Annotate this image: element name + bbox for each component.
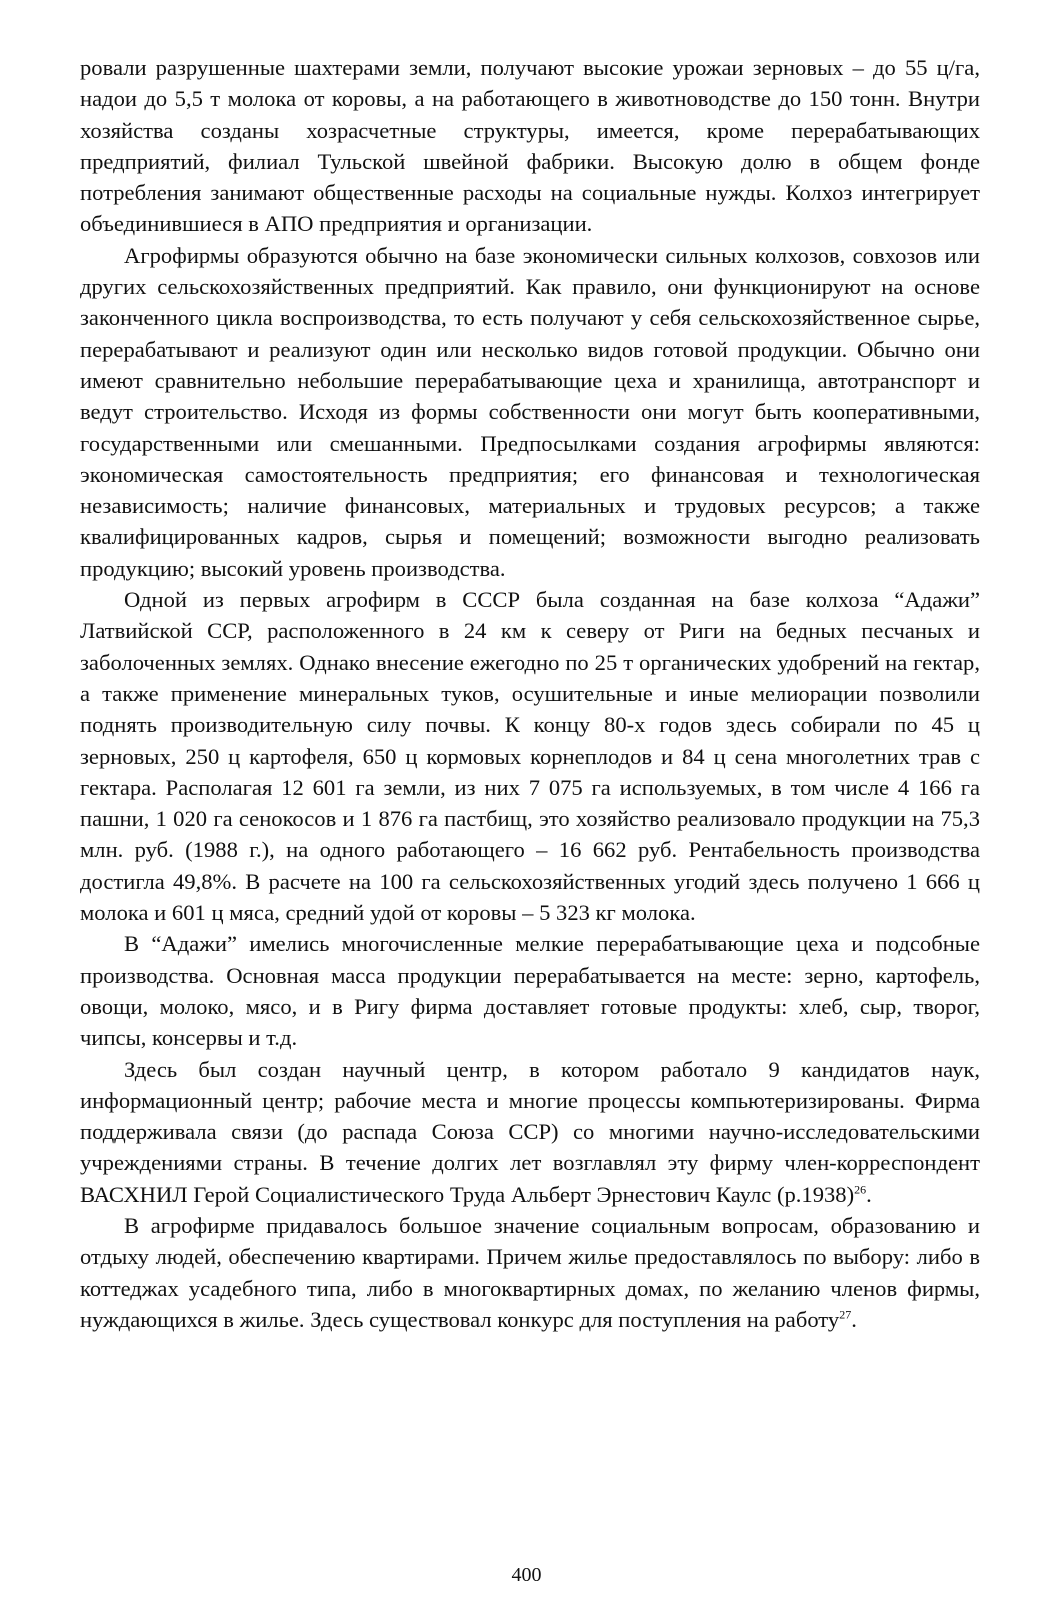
paragraph-text: Здесь был создан научный центр, в котором работало 9 кандидатов наук, информационный центр; рабочие места и многие процессы компьютеризированы. Фирма поддерживала связи (до распада Союза ССР) со многими научно-исследовательскими учреждениями страны. В течение долгих лет возглавлял эту фирму член-корреспондент ВАСХНИЛ Герой Социалистического Труда Альберт Эрнестович Каулс (р.1938): [80, 1056, 980, 1207]
paragraph-5: [80, 1054, 980, 1210]
footnote-ref: 27: [839, 1307, 852, 1322]
paragraph-text: Одной из первых агрофирм в СССР была созданная на базе колхоза “Адажи” Латвийской ССР, расположенного в 24 км к северу от Риги на бедных песчаных и заболоченных землях. Однако внесение ежегодно по 25 т органических удобрений на гектар, а также применение минеральных туков, осушительные и иные мелиорации позволили поднять производительную силу почвы. К концу 80-х годов здесь собирали по 45 ц зерновых, 250 ц картофеля, 650 ц кормовых корнеплодов и 84 ц сена многолетних трав с гектара. Располагая 12 601 га земли, из них 7 075 га используемых, в том числе 4 166 га пашни, 1 020 га сенокосов и 1 876 га пастбищ, это хозяйство реализовало продукции на 75,3 млн. руб. (1988 г.), на одного работающего – 16 662 руб. Рентабельность производства достигла 49,8%. В расчете на 100 га сельскохозяйственных угодий здесь получено 1 666 ц молока и 601 ц мяса, средний удой от коровы – 5 323 кг молока.: [80, 587, 980, 926]
paragraph-text: В “Адажи” имелись многочисленные мелкие перерабатывающие цеха и подсобные производства. Основная масса продукции перерабатывается на месте: зерно, картофель, овощи, молоко, мясо, и в Ригу фирма доставляет готовые продукты: хлеб, сыр, творог, чипсы, консервы и т.д.: [80, 931, 980, 1051]
paragraph-4: [80, 928, 980, 1053]
paragraph-text: ровали разрушенные шахтерами земли, получают высокие урожаи зерновых – до 55 ц/га, надои до 5,5 т молока от коровы, а на работающего в животноводстве до 150 тонн. Внутри хозяйства созданы хозрасчетные структуры, имеется, кроме перерабатывающих предприятий, филиал Тульской швейной фабрики. Высокую долю в общем фонде потребления занимают общественные расходы на социальные нужды. Колхоз интегрирует объединившиеся в АПО предприятия и организации.: [80, 55, 980, 237]
paragraph-tail: .: [851, 1306, 857, 1332]
paragraph-3: [80, 584, 980, 928]
body-text: [80, 52, 980, 1335]
paragraph-2: [80, 240, 980, 584]
paragraph-text: В агрофирме придавалось большое значение социальным вопросам, образованию и отдыху людей, обеспечению квартирами. Причем жилье предоставлялось по выбору: либо в коттеджах усадебного типа, либо в многоквартирных домах, по желанию членов фирмы, нуждающихся в жилье. Здесь существовал конкурс для поступления на работу: [80, 1212, 980, 1332]
paragraph-text: Агрофирмы образуются обычно на базе экономически сильных колхозов, совхозов или других сельскохозяйственных предприятий. Как правило, они функционируют на основе законченного цикла воспроизводства, то есть получают у себя сельскохозяйственное сырье, перерабатывают и реализуют один или несколько видов готовой продукции. Обычно они имеют сравнительно небольшие перерабатывающие цеха и хранилища, автотранспорт и ведут строительство. Исходя из формы собственности они могут быть кооперативными, государственными или смешанными. Предпосылками создания агрофирмы являются: экономическая самостоятельность предприятия; его финансовая и технологическая независимость; наличие финансовых, материальных и трудовых ресурсов; а также квалифицированных кадров, сырья и помещений; возможности выгодно реализовать продукцию; высокий уровень производства.: [80, 242, 980, 581]
paragraph-tail: .: [866, 1181, 872, 1207]
footnote-ref: 26: [854, 1182, 867, 1197]
paragraph-1: [80, 52, 980, 240]
page-number: 400: [511, 1564, 542, 1586]
paragraph-6: [80, 1210, 980, 1335]
